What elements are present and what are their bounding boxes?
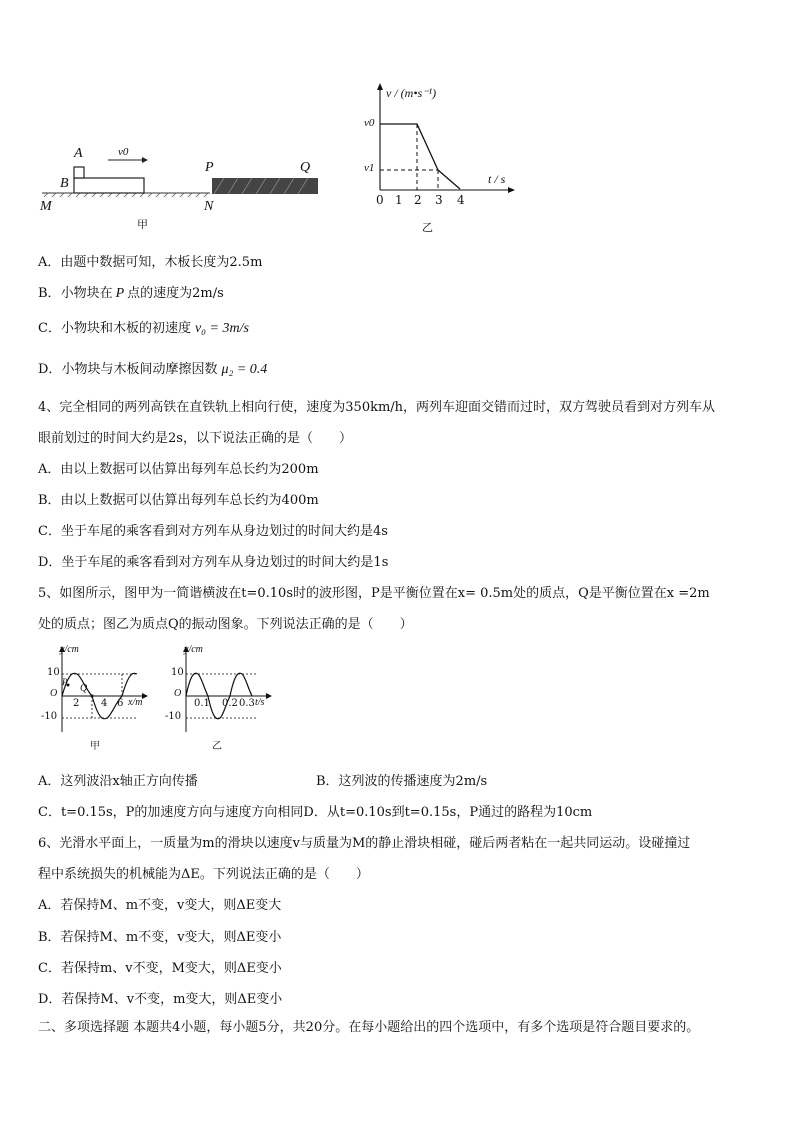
q4-stem-line1: 4、完全相同的两列高铁在直铁轨上相向行使，速度为350km/h，两列车迎面交错而过时，双方驾驶员看到对方列车从 — [38, 400, 716, 415]
vt-label-v0: v0 — [364, 117, 375, 129]
option-text: 由题中数据可知，木板长度为2.5m — [60, 255, 263, 270]
q6-stem-line1: 6、光滑水平面上，一质量为m的滑块以速度v与质量为M的静止滑块相碰，碰后两者粘在一起共同运动。设碰撞过 — [38, 836, 691, 851]
wave-jia-caption: 甲 — [90, 741, 100, 752]
vib-yi-caption: 乙 — [212, 741, 222, 752]
wave-jia-y-pos: 10 — [47, 667, 60, 678]
q4-stem-line2: 眼前划过的时间大约是2s，以下说法正确的是（ ） — [38, 431, 352, 446]
vib-yi-ylabel: y/cm — [184, 644, 203, 655]
wave-jia-label-Q: Q — [80, 683, 88, 694]
section2-heading: 二、多项选择题 本题共4小题，每小题5分，共20分。在每小题给出的四个选项中，有多个选项是符合题目要求的。 — [38, 1020, 700, 1035]
option-letter: D． — [38, 362, 62, 377]
option-letter: A． — [38, 255, 61, 270]
wave-jia-label-P: P — [62, 677, 68, 687]
q4-option-b: B．由以上数据可以估算出每列车总长约为400m — [38, 493, 319, 508]
vt-tick-4: 4 — [457, 193, 465, 207]
label-M: M — [40, 199, 52, 214]
q3-option-b — [38, 282, 224, 302]
q5-option-cd: C．t=0.15s，P的加速度方向与速度方向相同D．从t=0.10s到t=0.15s，P通过的路程为10cm — [38, 805, 593, 820]
wave-jia-xtick-6: 6 — [117, 698, 124, 709]
q6-option-b: B．若保持M、m不变，v变大，则ΔE变小 — [38, 930, 282, 945]
q3-option-c — [38, 317, 249, 337]
vt-tick-0: 0 — [376, 193, 384, 207]
label-Q: Q — [300, 160, 311, 175]
option-math: v₀ = 3m/s — [194, 321, 249, 336]
wave-jia-xlabel: x/m — [128, 697, 143, 708]
q6-stem-line2: 程中系统损失的机械能为ΔE。下列说法正确的是（ ） — [38, 867, 369, 882]
q6-option-d: D．若保持M、v不变，m变大，则ΔE变小 — [38, 992, 283, 1007]
vt-label-v1: v1 — [364, 162, 375, 174]
q6-option-a: A．若保持M、m不变，v变大，则ΔE变大 — [38, 898, 282, 913]
option-letter: B． — [38, 286, 61, 301]
wave-jia-xtick-4: 4 — [101, 698, 108, 709]
wave-jia-xtick-2: 2 — [73, 698, 80, 709]
q4-option-a: A．由以上数据可以估算出每列车总长约为200m — [38, 462, 319, 477]
q5-option-a: A．这列波沿x轴正方向传播 — [38, 774, 198, 789]
vt-tick-2: 2 — [414, 193, 422, 207]
caption-jia: 甲 — [137, 218, 148, 231]
vib-yi-xtick-0.3: 0.3 — [239, 698, 255, 709]
wave-jia-ylabel: y/cm — [60, 644, 79, 655]
wave-jia-origin: O — [50, 688, 58, 699]
q3-option-a — [38, 251, 262, 270]
option-var: P — [115, 286, 125, 301]
wave-jia-y-neg: -10 — [41, 711, 58, 722]
option-text: 小物块在 — [60, 286, 113, 301]
q6-option-c: C．若保持m、v不变，M变大，则ΔE变小 — [38, 961, 282, 976]
vt-tick-1: 1 — [395, 193, 403, 207]
caption-yi: 乙 — [422, 221, 433, 234]
option-text: 小物块和木板的初速度 — [60, 321, 191, 336]
q3-option-d — [38, 358, 267, 378]
option-letter: C． — [38, 321, 61, 336]
option-math: μ₂ = 0.4 — [221, 362, 268, 377]
q5-stem-line2: 处的质点；图乙为质点Q的振动图象。下列说法正确的是（ ） — [38, 617, 413, 632]
label-P: P — [205, 160, 214, 175]
label-A: A — [74, 146, 83, 161]
option-text: 点的速度为2m/s — [127, 286, 224, 301]
vib-yi-origin: O — [174, 688, 182, 699]
vt-tick-3: 3 — [435, 193, 443, 207]
q5-stem-line1: 5、如图所示，图甲为一简谐横波在t=0.10s时的波形图，P是平衡位置在x= 0.5m处的质点，Q是平衡位置在x =2m — [38, 586, 710, 601]
label-v0-arrow: v0 — [118, 146, 129, 158]
label-N: N — [204, 199, 214, 214]
q5-option-b: B．这列波的传播速度为2m/s — [316, 774, 488, 789]
label-B: B — [60, 176, 69, 191]
vib-yi-y-neg: -10 — [165, 711, 182, 722]
vib-yi-xtick-0.1: 0.1 — [194, 698, 210, 709]
vib-yi-xtick-0.2: 0.2 — [222, 698, 238, 709]
vib-yi-y-pos: 10 — [171, 667, 184, 678]
q4-option-c: C．坐于车尾的乘客看到对方列车从身边划过的时间大约是4s — [38, 524, 388, 539]
option-text: 小物块与木板间动摩擦因数 — [61, 362, 218, 377]
vt-ylabel: v / (m•s⁻¹) — [386, 86, 437, 100]
vib-yi-xlabel: t/s — [255, 697, 265, 708]
q4-option-d: D．坐于车尾的乘客看到对方列车从身边划过的时间大约是1s — [38, 555, 389, 570]
vt-xlabel: t / s — [488, 172, 506, 186]
